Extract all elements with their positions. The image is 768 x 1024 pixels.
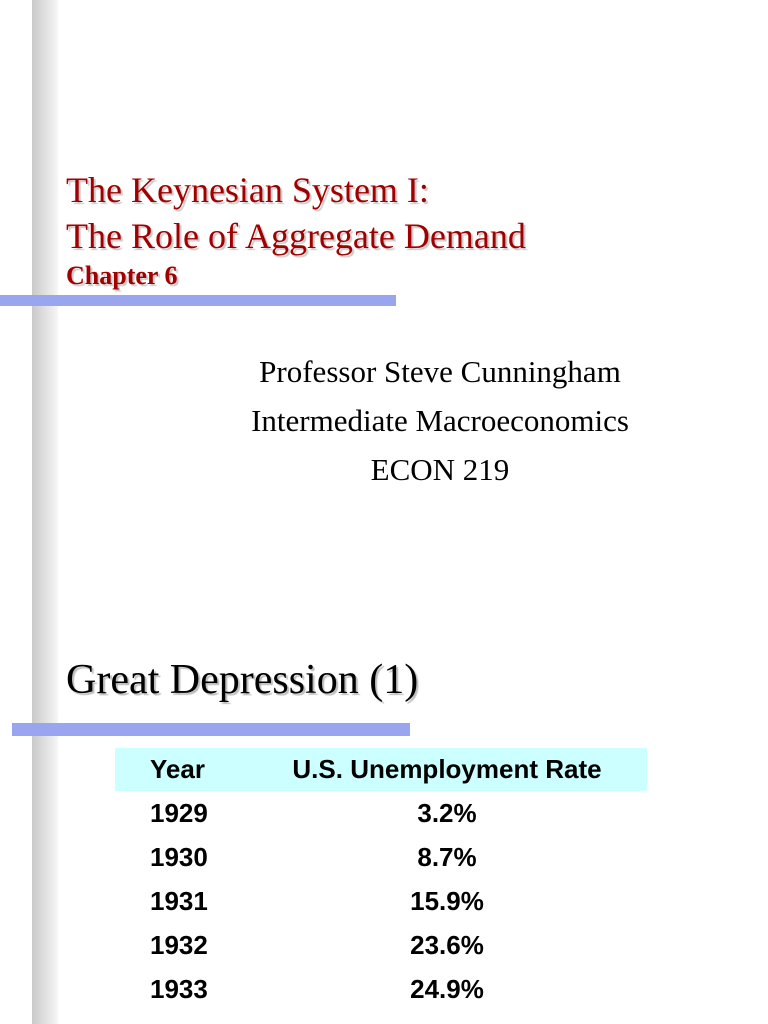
title-underline-bar <box>0 295 396 306</box>
table-row <box>115 879 647 923</box>
year-cell: 1931 <box>150 885 208 916</box>
rate-cell: 3.2% <box>417 797 477 828</box>
table-row <box>115 923 647 967</box>
unemployment-table <box>115 748 647 1011</box>
professor-name: Professor Steve Cunningham <box>259 354 621 389</box>
author-block <box>200 347 680 494</box>
column-header-rate: U.S. Unemployment Rate <box>292 754 602 784</box>
year-cell: 1930 <box>150 841 208 872</box>
table-header-row <box>115 748 647 791</box>
slide-title-line-1: The Keynesian System I: <box>66 170 429 210</box>
course-code: ECON 219 <box>370 452 510 487</box>
table-row <box>115 791 647 835</box>
table-row <box>115 967 647 1011</box>
year-cell: 1933 <box>150 973 208 1004</box>
rate-cell: 8.7% <box>417 841 477 872</box>
slide-heading: Great Depression (1) <box>66 657 419 703</box>
table-row <box>115 835 647 879</box>
slide-great-depression <box>0 600 768 1024</box>
rate-cell: 24.9% <box>410 973 484 1004</box>
slide-title-line-2: The Role of Aggregate Demand <box>66 216 526 256</box>
year-cell: 1929 <box>150 797 208 828</box>
year-cell: 1932 <box>150 929 208 960</box>
rate-cell: 23.6% <box>410 929 484 960</box>
column-header-year: Year <box>150 754 205 784</box>
course-name: Intermediate Macroeconomics <box>251 403 629 438</box>
heading-underline-bar <box>12 723 410 736</box>
rate-cell: 15.9% <box>410 885 484 916</box>
chapter-label: Chapter 6 <box>66 261 178 290</box>
